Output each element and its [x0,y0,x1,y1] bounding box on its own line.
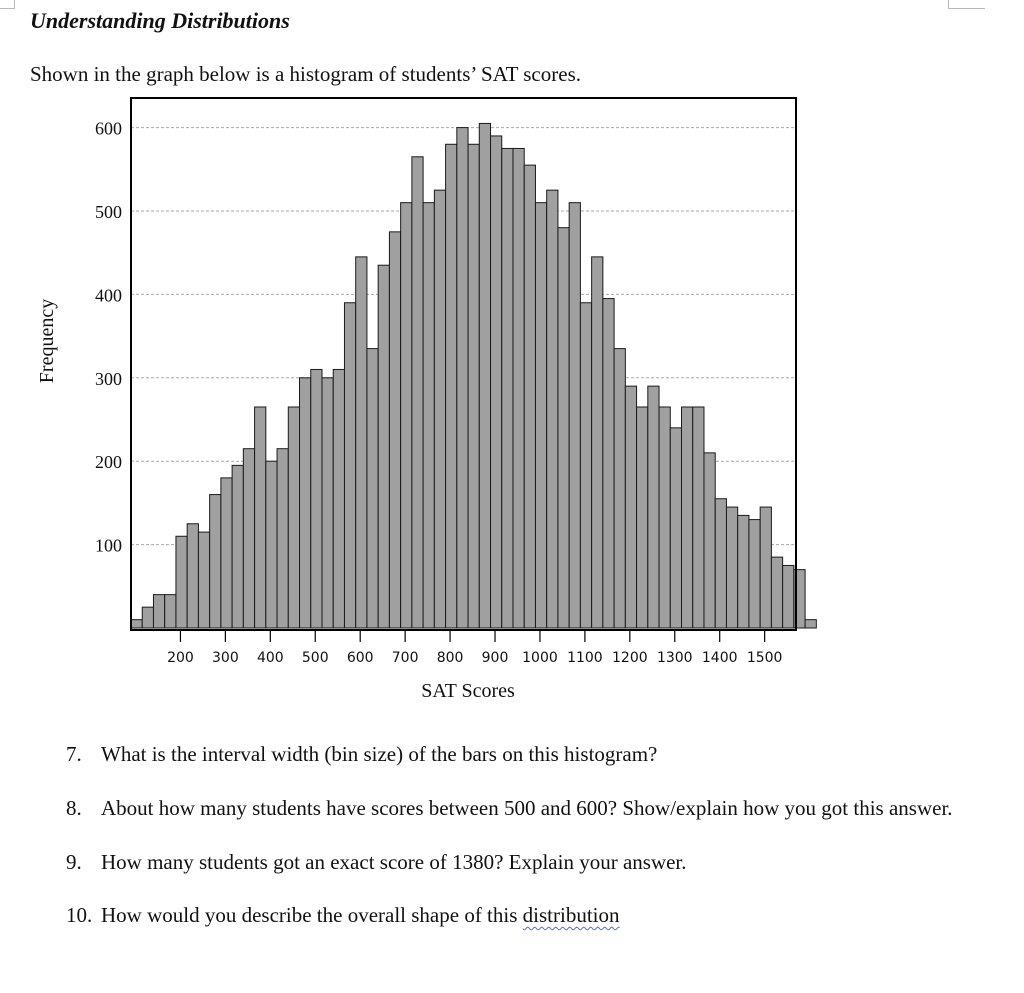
histogram-bar [715,499,726,628]
page-title: Understanding Distributions [30,8,290,33]
histogram-bar [300,378,311,628]
x-tick-label: 1500 [746,650,783,666]
histogram-bar [457,128,468,628]
x-tick-label: 1000 [522,650,558,666]
x-axis-label: SAT Scores [421,680,515,702]
histogram-bar [805,620,816,628]
histogram-bar [625,386,636,628]
histogram-bar [255,407,266,628]
y-axis-label: Frequency [36,298,58,384]
histogram-bar [446,144,457,628]
question-text-start: How would you describe the overall shape of this [101,903,523,927]
x-tick-label: 300 [212,650,239,666]
histogram-bar [524,165,535,628]
histogram-bar [783,565,794,628]
histogram-bar [367,349,378,628]
spellcheck-underlined-word: distribution [522,903,620,927]
histogram-bar [434,190,445,628]
intro-text: Shown in the graph below is a histogram of students’ SAT scores. [30,62,581,86]
histogram-bar [311,369,322,628]
x-tick-label: 1300 [656,650,693,666]
question-text: How many students got an exact score of 1380? Explain your answer. [101,850,687,874]
histogram-bar [738,515,749,628]
question-number: 10. [66,903,93,927]
histogram-bar [187,524,198,628]
histogram-bar [569,203,580,628]
question-7 [66,740,966,768]
histogram-bar [210,495,221,628]
histogram-bar [176,536,187,628]
question-10 [66,901,966,929]
histogram-bar [153,595,164,628]
histogram-bar [580,303,591,628]
histogram-bar [726,507,737,628]
histogram-bar [243,449,254,628]
x-tick-label: 1200 [612,650,648,666]
histogram-bar [535,203,546,628]
question-number: 9. [66,850,82,874]
histogram-bar [547,190,558,628]
y-tick-label: 500 [95,202,122,222]
histogram-bar [502,148,513,628]
histogram-bar [659,407,670,628]
y-tick-label: 600 [95,118,122,139]
histogram-bar [232,465,243,628]
histogram-bar [198,532,209,628]
question-text: What is the interval width (bin size) of the bars on this histogram? [101,742,658,766]
histogram-bar [131,620,142,628]
histogram-bar [614,349,625,628]
histogram-bar [558,228,569,628]
histogram-bar [288,407,299,628]
question-list [66,740,966,955]
histogram-bar [760,507,771,628]
question-9 [66,848,966,876]
question-number: 7. [66,742,82,766]
x-tick-label: 600 [346,650,374,666]
histogram-bar [277,449,288,628]
x-tick-label: 500 [301,650,329,666]
x-tick-label: 900 [481,650,509,666]
x-tick-label: 200 [167,650,194,666]
x-tick-label: 700 [391,650,419,666]
histogram-bar [704,453,715,628]
histogram-bar [378,265,389,628]
histogram-bar [603,299,614,628]
question-text [101,901,966,929]
histogram-bar [221,478,232,628]
y-tick-label: 400 [95,285,122,306]
histogram-bar [165,595,176,628]
histogram-bar [333,369,344,628]
histogram-bar [670,428,681,628]
histogram-bar [412,157,423,628]
y-tick-label: 300 [95,368,122,389]
histogram-bar [771,557,782,628]
question-number: 8. [66,796,82,820]
question-text: About how many students have scores between 500 and 600? Show/explain how you got this answer. [101,796,953,820]
histogram-bar [693,407,704,628]
x-tick-label: 1100 [567,650,603,666]
histogram-bar [592,257,603,628]
histogram-bar [468,144,479,628]
histogram-bar [423,203,434,628]
histogram-bar [322,378,333,628]
histogram-bar [479,123,490,628]
histogram-bar [513,148,524,628]
histogram-bar [344,303,355,628]
histogram-bar [682,407,693,628]
histogram-bar [648,386,659,628]
histogram-bar [749,520,760,628]
histogram-bar [637,407,648,628]
x-tick-label: 1400 [701,650,738,666]
x-tick-label: 800 [436,650,464,666]
histogram-bar [356,257,367,628]
histogram-bar [401,203,412,628]
histogram-bar [491,136,502,628]
histogram-bar [266,461,277,628]
x-tick-label: 400 [256,650,284,666]
histogram-bar [142,607,153,628]
question-8 [66,794,966,822]
y-tick-label: 200 [95,452,122,473]
y-tick-label: 100 [95,535,122,556]
histogram-bar [389,232,400,628]
